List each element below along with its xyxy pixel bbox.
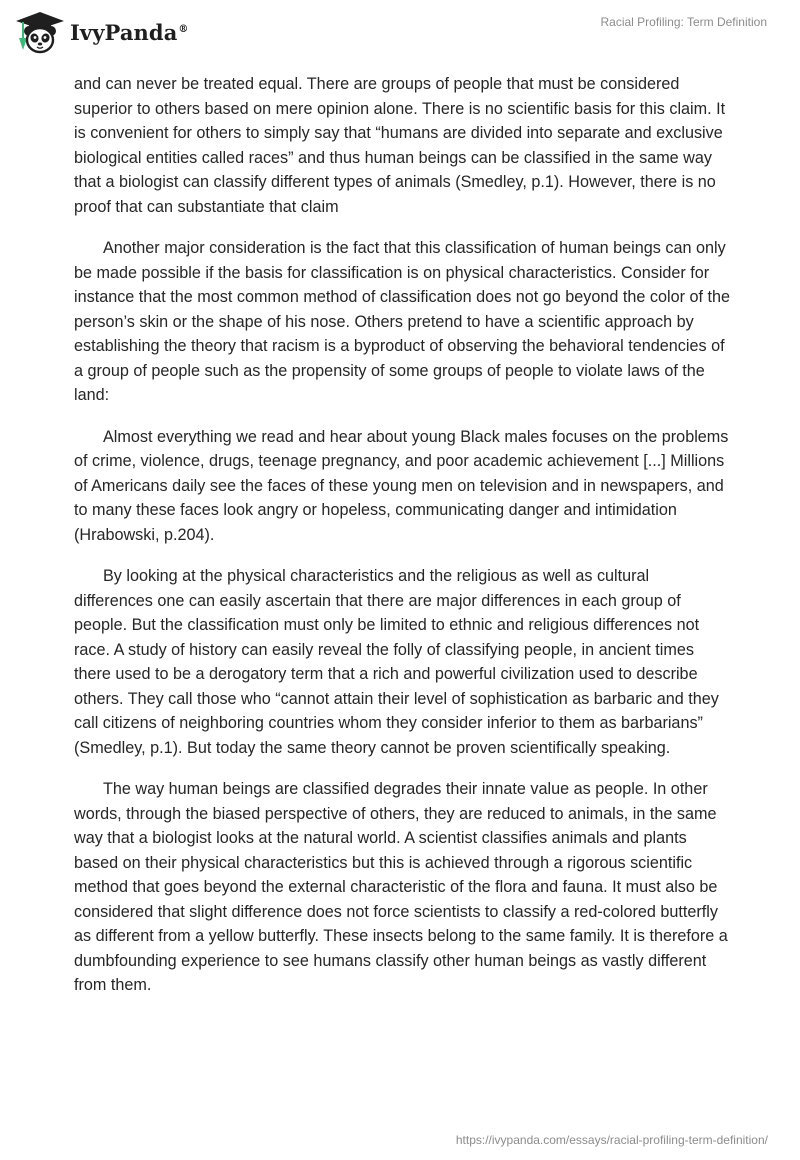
paragraph: By looking at the physical characteristics and the religious as well as cultural differences one can easily ascertain that there are major differences in each group of people. But the classification must only be limited to ethnic and religious differences not race. A study of history can easily reveal the folly of classifying people, in ancient times there used to be a derogatory term that a rich and powerful civilization used to describe others. They call those who “cannot attain their level of sophistication as barbaric and they call citizens of neighboring countries whom they consider inferior to them as barbarians” (Smedley, p.1). But today the same theory cannot be proven scientifically speaking. (74, 567, 719, 757)
block-quote: Almost everything we read and hear about young Black males focuses on the problems of crime, violence, drugs, teenage pregnancy, and poor academic achievement [...] Millions of Americans daily see the faces of these young men on television and in newspapers, and to many these faces look angry or hopeless, communicating danger and intimidation (Hrabowski, p.204). (74, 427, 729, 544)
page-header (0, 0, 800, 70)
essay-body (74, 72, 730, 1015)
paragraph: The way human beings are classified degrades their innate value as people. In other words, through the biased perspective of others, they are reduced to animals, in the same way that a biologist looks at the natural world. A scientist classifies animals and plants based on their physical characteristics but this is achieved through a rigorous scientific method that goes beyond the external characteristic of the flora and fauna. It must also be considered that slight difference does not force scientists to classify a red-colored butterfly as different from a yellow butterfly. These insects belong to the same family. It is therefore a dumbfounding experience to see humans classify other human beings as vastly different from them. (74, 780, 728, 994)
paragraph: and can never be treated equal. There are groups of people that must be considered superior to others based on mere opinion alone. There is no scientific basis for this claim. It is convenient for others to simply say that “humans are divided into separate and exclusive biological entities called races” and thus human beings can be classified in the same way that a biologist can classify different types of animals (Smedley, p.1). However, there is no proof that can substantiate that claim (74, 75, 726, 216)
paragraph: Another major consideration is the fact that this classification of human beings can only be made possible if the basis for classification is on physical characteristics. Consider for instance that the most common method of classification does not go beyond the color of the person’s skin or the shape of his nose. Others pretend to have a scientific approach by establishing the theory that racism is a byproduct of observing the behavioral tendencies of a group of people such as the propensity of some groups of people to violate laws of the land: (74, 239, 730, 404)
brand-name: IvyPanda® (70, 19, 189, 45)
ivypanda-logo[interactable] (14, 10, 189, 54)
registered-mark: ® (178, 23, 189, 35)
source-url-link[interactable]: https://ivypanda.com/essays/racial-profiling-term-definition/ (455, 1133, 768, 1147)
document-title: Racial Profiling: Term Definition (600, 15, 767, 29)
panda-graduation-cap-icon (14, 10, 66, 54)
